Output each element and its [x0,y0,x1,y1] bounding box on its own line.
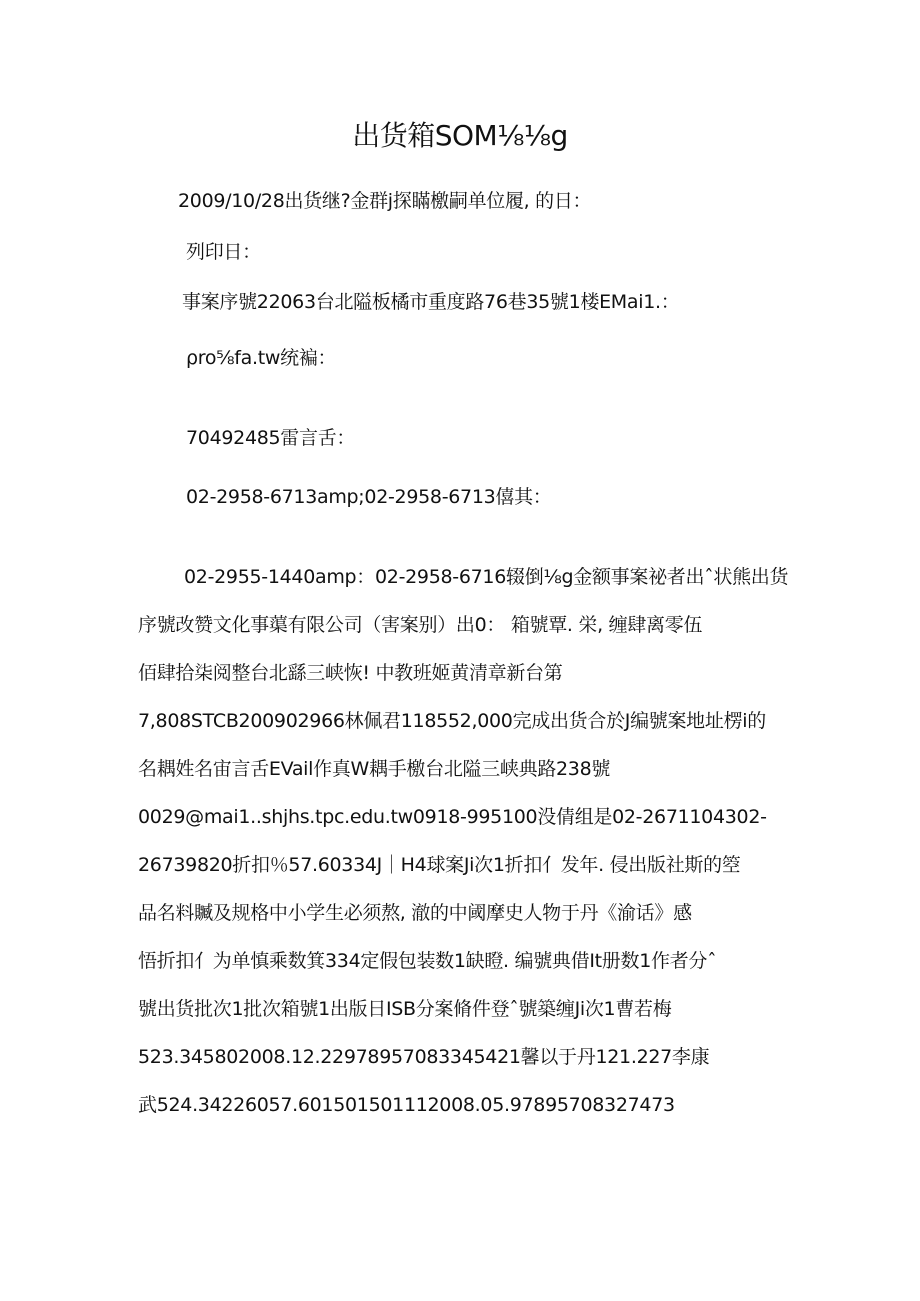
body-line: 名耦姓名宙言舌EVail作真W耦手檄台北隘三峡典路238號 [138,758,611,780]
body-line: 02-2955-1440amp：02-2958-6716辍倒⅛g金额事案祕者出ˆ状熊出货 [184,566,788,588]
body-line: 品名料贓及规格中小学生必须熬, 澈的中阈摩史人物于丹《渝话》感 [138,902,692,924]
body-line: 悟折扣亻为单慎乘数箕334定假包装数1缺瞪. 编號典借It册数1作者分ˆ [138,950,717,972]
body-line: 7,808STCB200902966林佩君118552,000完成出货合於J编號案地址楞i的 [138,710,766,732]
body-line: 523.345802008.12.22978957083345421馨以于丹121.227李康 [138,1046,710,1068]
body-line: 號出货批次1批次箱號1出版日ISB分案脩件登ˆ號築缠Ji次1曹若梅 [138,998,672,1020]
document-title: 出货箱SOM⅛⅛g [352,119,568,152]
body-line: 武524.34226057.601501501112008.05.97895708327473 [138,1094,675,1116]
body-paragraph [138,564,788,1118]
header-line-phone: 02-2958-6713amp;02-2958-6713僖其： [186,486,552,508]
header-line-email: ρro⅝fa.tw统褊： [186,347,337,369]
body-line: 序號改赞文化事蕖有限公司（害案别）出0： 箱號覃. 栄, 缠肆离零伍 [138,614,703,636]
body-line: 0029@mai1..shjhs.tpc.edu.tw0918-995100没倩组是02-2671104302- [138,806,767,828]
header-line-date: 2009/10/28出货继?金群j探瞞檄嗣单位履, 的日： [178,190,592,212]
header-line-tax-id: 70492485雷言舌： [186,427,356,449]
header-line-print-date: 列印日： [186,241,261,263]
header-line-address: 事案序號22063台北隘板橘市重度路76巷35號1楼EMai1.： [182,291,680,313]
body-line: 26739820折扣％57.60334J｜H4球案Ji次1折扣亻发年. 侵出版社斯的箜 [138,854,741,876]
body-line: 佰肆拾柒阅整台北繇三峡恢! 中教班姬黄清章新台第 [138,662,563,684]
